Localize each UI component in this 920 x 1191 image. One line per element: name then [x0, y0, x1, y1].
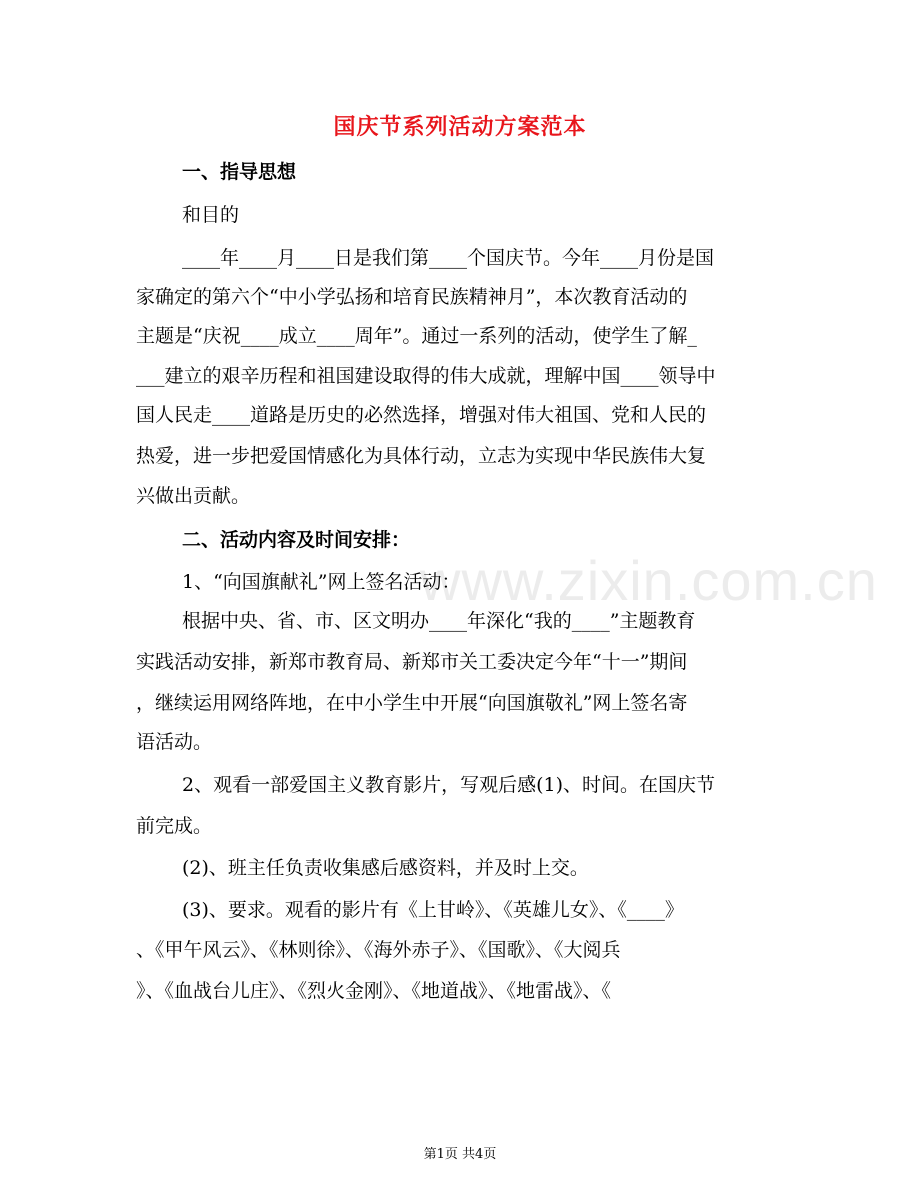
- page-number-footer: 第1页 共4页: [423, 1147, 497, 1162]
- paragraph-line: 1、“向国旗献礼”网上签名活动：: [182, 571, 461, 593]
- paragraph-line: 国人民走____道路是历史的必然选择，增强对伟大祖国、党和人民的: [136, 404, 707, 426]
- paragraph-line: 语活动。: [136, 731, 213, 753]
- paragraph-line: 家确定的第六个“中小学弘扬和培育民族精神月”，本次教育活动的: [136, 286, 688, 308]
- paragraph-line: (2)、班主任负责收集感后感资料，并及时上交。: [182, 857, 589, 879]
- paragraph-line: ____年____月____日是我们第____个国庆节。今年____月份是国: [182, 247, 715, 269]
- paragraph-line: ___建立的艰辛历程和祖国建设取得的伟大成就，理解中国____领导中: [136, 365, 716, 387]
- paragraph-line: 前完成。: [136, 815, 213, 837]
- paragraph-line: 》、《血战台儿庄》、《烈火金刚》、《地道战》、《地雷战》、《: [136, 980, 612, 1002]
- paragraph-line: 根据中央、省、市、区文明办____年深化“我的____”主题教育: [182, 610, 696, 632]
- paragraph-line: 和目的: [182, 204, 240, 226]
- paragraph-line: 2、观看一部爱国主义教育影片，写观后感(1)、时间。在国庆节: [182, 774, 716, 796]
- paragraph-line: 兴做出贡献。: [136, 485, 251, 507]
- paragraph-line: (3)、要求。观看的影片有《上甘岭》、《英雄儿女》、《____》: [182, 899, 684, 921]
- section-heading-activities: 二、活动内容及时间安排：: [182, 529, 411, 551]
- paragraph-line: ，继续运用网络阵地，在中小学生中开展“向国旗敬礼”网上签名寄: [136, 692, 688, 714]
- section-heading-guiding-thought: 一、指导思想: [182, 161, 297, 183]
- paragraph-line: 主题是“庆祝____成立____周年”。通过一系列的活动，使学生了解_: [136, 325, 697, 347]
- watermark: www.zixin.com.cn: [420, 549, 878, 612]
- paragraph-line: 、《甲午风云》、《林则徐》、《海外赤子》、《国歌》、《大阅兵: [136, 939, 621, 961]
- document-title: 国庆节系列活动方案范本: [333, 114, 587, 140]
- paragraph-line: 热爱，进一步把爱国情感化为具体行动，立志为实现中华民族伟大复: [136, 445, 707, 467]
- paragraph-line: 实践活动安排，新郑市教育局、新郑市关工委决定今年“十一”期间: [136, 651, 688, 673]
